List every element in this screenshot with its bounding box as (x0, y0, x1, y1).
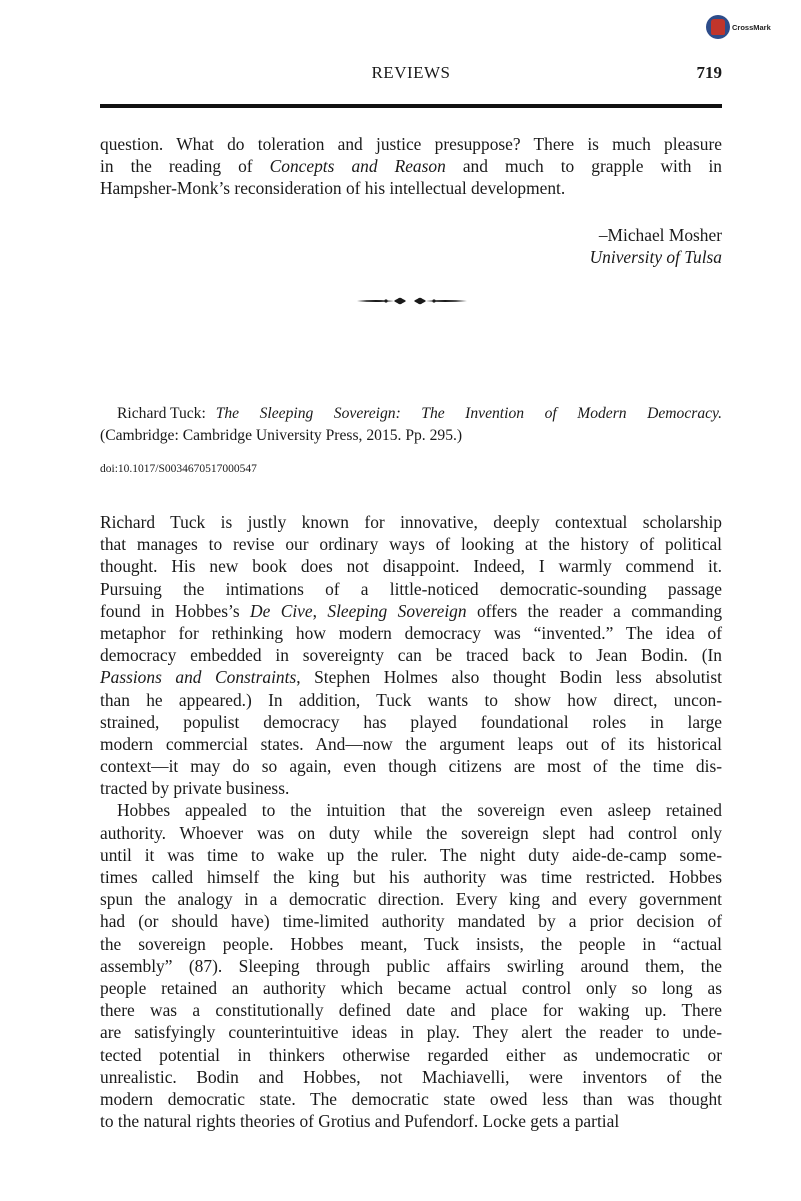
text-line: are satisfyingly counterintuitive ideas in play. They alert the reader to unde- (100, 1022, 722, 1043)
page-number: 719 (696, 63, 722, 82)
italic-title: Concepts and Reason (269, 156, 446, 177)
text-line: to the natural rights theories of Grotius and Pufendorf. Locke gets a partial (100, 1111, 620, 1132)
text-line: Richard Tuck is justly known for innovative, deeply contextual scholarship (100, 512, 722, 532)
text-line: tracted by private business. (100, 778, 290, 799)
text-line: spun the analogy in a democratic direction. Every king and every government (100, 889, 722, 910)
review-paragraph-1 (100, 511, 722, 799)
text-line: tected potential in thinkers otherwise regarded either as undemocratic or (100, 1044, 722, 1065)
text-line: modern democratic state. The democratic state owed less than was thought (100, 1088, 722, 1109)
section-ornament-icon (356, 294, 468, 308)
text-line: unrealistic. Bodin and Hobbes, not Machiavelli, were inventors of the (100, 1066, 722, 1087)
text-line (100, 666, 722, 688)
book-citation (100, 403, 722, 446)
text-line (100, 600, 722, 622)
text-segment: offers the reader a commanding (466, 600, 723, 621)
header-rule (100, 104, 722, 108)
text-line: people retained an authority which became actual control only so long as (100, 977, 722, 998)
running-head-title: REVIEWS (371, 63, 451, 82)
text-line: assembly” (87). Sleeping through public affairs swirling around them, the (100, 955, 722, 976)
text-line: thought. His new book does not disappoint. Indeed, I warmly commend it. (100, 556, 722, 577)
crossmark-icon (706, 15, 730, 39)
text-line: metaphor for rethinking how modern democracy was “invented.” The idea of (100, 622, 722, 643)
text-line: the sovereign people. Hobbes meant, Tuck insists, the people in “actual (100, 933, 722, 954)
text-segment: , (312, 600, 328, 621)
running-head (100, 63, 722, 85)
text-line: had (or should have) time-limited authority mandated by a prior decision of (100, 911, 722, 932)
review-body (100, 511, 722, 1132)
text-line (100, 155, 722, 177)
text-segment: and much to grapple with in (445, 156, 723, 177)
text-line: there was a constitutionally defined date and place for waking up. There (100, 1000, 722, 1021)
previous-review-text (100, 133, 722, 200)
text-line: times called himself the king but his authority was time restricted. Hobbes (100, 867, 722, 887)
text-segment: found in Hobbes’s (100, 600, 251, 621)
italic-title: Sleeping Sovereign (327, 600, 467, 621)
text-line: question. What do toleration and justice presuppose? There is much pleasure (100, 134, 722, 154)
italic-title: De Cive (250, 600, 313, 621)
book-author: Richard Tuck: (117, 405, 210, 422)
text-line: Pursuing the intimations of a little-noticed democratic-sounding passage (100, 578, 722, 599)
text-segment: , Stephen Holmes also thought Bodin less absolutist (296, 667, 722, 688)
doi-identifier[interactable]: doi:10.1017/S0034670517000547 (100, 463, 257, 475)
reviewer-signature (590, 224, 722, 268)
text-line: until it was time to wake up the ruler. The night duty aide-de-camp some- (100, 844, 722, 865)
book-publication: (Cambridge: Cambridge University Press, 2015. Pp. 295.) (100, 426, 463, 444)
text-line: modern commercial states. And—now the argument leaps out of its historical (100, 733, 722, 754)
text-line: that manages to revise our ordinary ways of looking at the history of political (100, 534, 722, 555)
book-title: The Sleeping Sovereign: The Invention of Modern Democracy. (215, 405, 722, 422)
text-line: Hobbes appealed to the intuition that the sovereign even asleep retained (117, 800, 722, 821)
text-line: than he appeared.) In addition, Tuck wants to show how direct, uncon- (100, 689, 722, 710)
text-line: strained, populist democracy has played foundational roles in large (100, 711, 722, 732)
text-segment: in the reading of (100, 156, 270, 177)
reviewer-affiliation: University of Tulsa (589, 247, 722, 268)
crossmark-badge[interactable] (706, 14, 771, 40)
text-line: Hampsher-Monk’s reconsideration of his intellectual development. (100, 178, 566, 199)
italic-title: Passions and Constraints (100, 667, 297, 688)
text-line: democracy embedded in sovereignty can be traced back to Jean Bodin. (In (100, 645, 722, 666)
crossmark-label: CrossMark (732, 22, 771, 32)
review-paragraph-2 (100, 799, 722, 1132)
reviewer-name: –Michael Mosher (598, 225, 722, 245)
previous-review-ending (100, 133, 722, 200)
text-line: context—it may do so again, even though citizens are most of the time dis- (100, 756, 722, 777)
text-line: authority. Whoever was on duty while the sovereign slept had control only (100, 822, 722, 843)
